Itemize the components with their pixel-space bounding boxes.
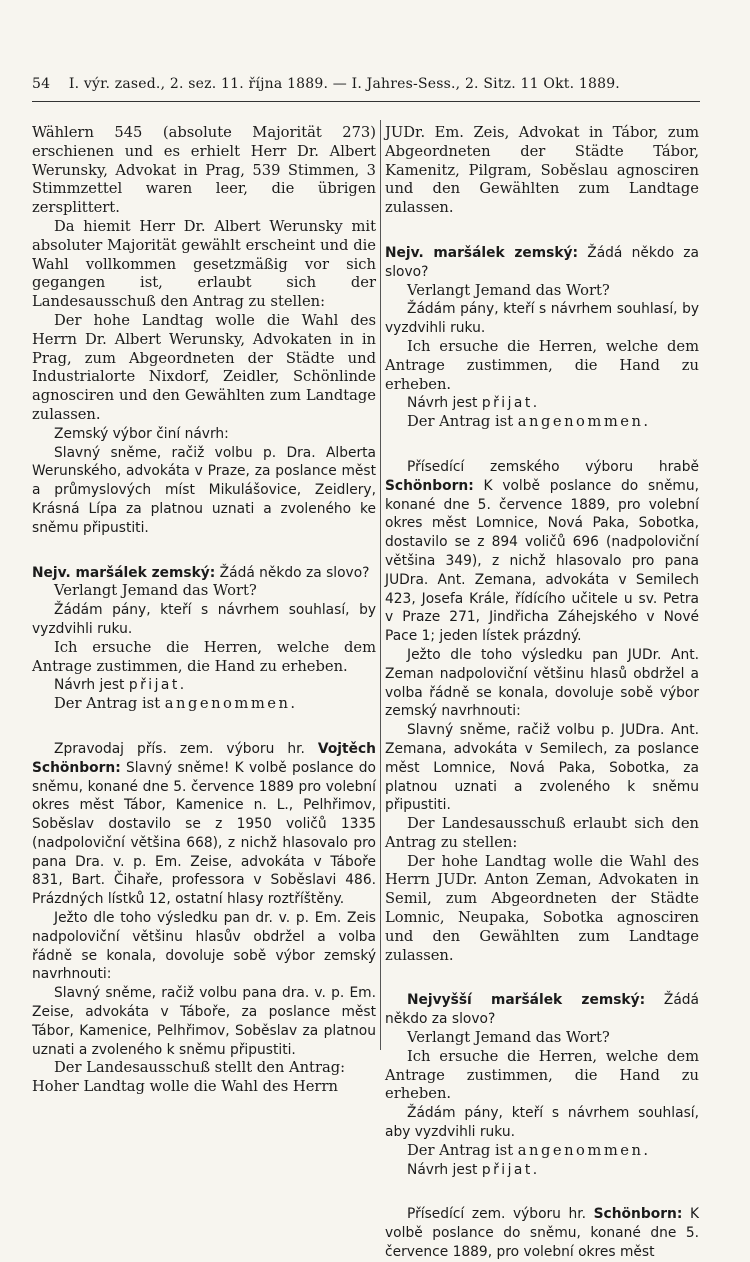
speech-text: K volbě poslance do sněmu, konané dne 5. července 1889, pro volební okres měst Lomnice, Nová Paka, Sobotka, dostavilo se z 894 voličů 696 (nadpoloviční většina 349), z nichž hlasovalo pro pana JUDra. Ant. Zemana, advokáta v Semilech 423, Josefa Krále, řídícího učitele u sv. Petra v Praze 271, Jindřicha Záhejského v Nové Pace 1; jeden lístek prázdný. xyxy=(385,477,699,645)
running-title: I. výr. zased., 2. sez. 11. října 1889. — I. Jahres-Sess., 2. Sitz. 11 Okt. 1889. xyxy=(68,76,620,92)
speech-text: K volbě poslance do sněmu, konané dne 5. července 1889, pro volební okres měst xyxy=(385,1206,699,1261)
speaker-prefix: Zpravodaj přís. zem. výboru hr. xyxy=(54,740,318,757)
phrase: Návrh jest xyxy=(407,1161,482,1178)
page-number: 54 xyxy=(32,76,51,92)
phrase: Der Antrag ist xyxy=(407,413,518,431)
spaced-word: přijat. xyxy=(481,395,540,412)
paragraph: Da hiemit Herr Dr. Albert Werunsky mit absoluter Majorität gewählt erscheint und die Wahl vollkommen gesetzmäßig vor sich gegangen ist, erlaubt sich der Landesausschuß den Antrag zu stellen: xyxy=(32,217,376,311)
right-column xyxy=(385,124,699,1262)
paragraph xyxy=(385,413,699,432)
paragraph xyxy=(32,676,376,695)
speaker-name: Schönborn: xyxy=(593,1206,683,1223)
paragraph xyxy=(32,695,376,714)
paragraph: Slavný sněme, račiž volbu p. JUDra. Ant. Zemana, advokáta v Semilech, za poslance měst Lomnice, Nová Paka, Sobotka, za platnou uznati a zvoleného k sněmu připustiti. xyxy=(385,722,699,814)
spaced-word: angenommen. xyxy=(164,695,298,713)
paragraph: Ich ersuche die Herren, welche dem Antrage zustimmen, die Hand zu erheben. xyxy=(385,337,699,393)
phrase: Der Antrag ist xyxy=(54,695,165,713)
speech-paragraph xyxy=(385,1205,699,1261)
speech-paragraph xyxy=(385,458,699,646)
paragraph: JUDr. Em. Zeis, Advokat in Tábor, zum Abgeordneten der Städte Tábor, Kamenitz, Pilgram, Soběslau agnosciren und den Gewählten zum Landtage zulassen. xyxy=(385,124,699,217)
paragraph: Der hohe Landtag wolle die Wahl des Herrn Dr. Albert Werunsky, Advokaten in in Prag, zum Abgeordneten der Städte und Industrialorte Nixdorf, Zeidler, Schönlinde agnosciren und den Gewählten zum Landtage zulassen. xyxy=(32,311,376,423)
paragraph: Žádám pány, kteří s návrhem souhlasí, by vyzdvihli ruku. xyxy=(32,602,376,637)
paragraph: Ježto dle toho výsledku pan JUDr. Ant. Zeman nadpoloviční většinu hlasů obdržel a volba řádně se konala, dovoluje sobě výbor zemský navrhnouti: xyxy=(385,646,699,720)
speaker-name: Vojtěch Schönborn: xyxy=(32,740,376,776)
speech-text: Žádá někdo za slovo? xyxy=(215,564,370,581)
paragraph: Slavný sněme, račiž volbu p. Dra. Alberta Werunského, advokáta v Praze, za poslance měst a průmyslových míst Mikulášovice, Zeidlery, Krásná Lípa za platnou uznati a zvoleného ke sněmu připustiti. xyxy=(32,444,376,536)
spaced-word: přijat. xyxy=(481,1161,540,1178)
paragraph: Slavný sněme, račiž volbu pana dra. v. p. Em. Zeise, advokáta v Táboře, za poslance měst Tábor, Kamenice, Pelhřimov, Soběslav za platnou uznati a zvoleného k sněmu připustiti. xyxy=(32,985,376,1058)
spaced-word: angenommen. xyxy=(517,1141,651,1159)
column-divider xyxy=(380,120,381,1050)
paragraph: Žádám pány, kteří s návrhem souhlasí, by vyzdvihli ruku. xyxy=(385,301,699,337)
speaker-name: Schönborn: xyxy=(385,477,474,494)
speaker-name: Nejv. maršálek zemský: xyxy=(32,564,216,581)
paragraph: Hoher Landtag wolle die Wahl des Herrn xyxy=(32,1078,338,1096)
header-rule xyxy=(32,101,700,102)
paragraph xyxy=(385,1161,699,1180)
speaker-prefix: Přísedící zem. výboru hr. xyxy=(407,1206,594,1223)
paragraph: Verlangt Jemand das Wort? xyxy=(407,281,610,299)
speech-text: Žádá někdo za slovo? xyxy=(385,244,699,280)
paragraph: Verlangt Jemand das Wort? xyxy=(407,1029,610,1047)
paragraph xyxy=(385,1142,699,1161)
speech-paragraph xyxy=(385,991,699,1029)
paragraph: Der hohe Landtag wolle die Wahl des Herrn JUDr. Anton Zeman, Advokaten in Semil, zum Abgeordneten der Städte Lomnic, Neupaka, Sobotka agnosciren und den Gewählten zum Landtage zulassen. xyxy=(385,852,699,964)
speech-paragraph xyxy=(385,244,699,282)
speech-text: Žádá někdo za slovo? xyxy=(385,992,699,1028)
speaker-prefix: Přísedící zemského výboru hrabě xyxy=(407,458,699,475)
phrase: Návrh jest xyxy=(54,677,129,694)
spaced-word: angenommen. xyxy=(517,413,651,431)
spaced-word: přijat. xyxy=(128,677,187,694)
speech-paragraph xyxy=(32,740,376,909)
paragraph: Zemský výbor činí návrh: xyxy=(54,425,229,442)
phrase: Návrh jest xyxy=(407,395,482,412)
left-column xyxy=(32,124,376,1097)
speaker-name: Nejvyšší maršálek zemský: xyxy=(407,992,646,1009)
paragraph: Žádám pány, kteří s návrhem souhlasí, aby vyzdvihli ruku. xyxy=(385,1105,699,1141)
paragraph: Der Landesausschuß erlaubt sich den Antrag zu stellen: xyxy=(385,815,699,851)
paragraph: Ich ersuche die Herren, welche dem Antrage zustimmen, die Hand zu erheben. xyxy=(32,638,376,675)
paragraph: Verlangt Jemand das Wort? xyxy=(54,582,257,600)
speaker-name: Nejv. maršálek zemský: xyxy=(385,244,579,261)
speech-paragraph xyxy=(32,564,376,583)
paragraph: Ich ersuche die Herren, welche dem Antrage zustimmen, die Hand zu erheben. xyxy=(385,1047,699,1103)
speech-text: Slavný sněme! K volbě poslance do sněmu, konané dne 5. července 1889 pro volební okres měst Tábor, Kamenice n. L., Pelhřimov, Soběslav dostavilo se z 1950 voličů 1335 (nadpoloviční většina 668), z nichž hlasovalo pro pana Dra. v. p. Em. Zeise, advokáta v Táboře 831, Bart. Čihaře, professora v Soběslavi 486. Prázdných lístků 12, ostatní hlasy roztříštěny. xyxy=(32,759,376,908)
paragraph: Wählern 545 (absolute Majorität 273) erschienen und es erhielt Herr Dr. Albert Werunsky, Advokat in Prag, 539 Stimmen, 3 Stimmzettel waren leer, die übrigen zersplittert. xyxy=(32,124,376,217)
paragraph xyxy=(385,394,699,413)
phrase: Der Antrag ist xyxy=(407,1141,518,1159)
paragraph: Der Landesausschuß stellt den Antrag: xyxy=(54,1059,346,1077)
paragraph: Ježto dle toho výsledku pan dr. v. p. Em. Zeis nadpoloviční většinu hlasův obdržel a volba řádně se konala, dovoluje sobě výbor zemský navrhnouti: xyxy=(32,910,376,983)
page-header xyxy=(32,76,698,92)
